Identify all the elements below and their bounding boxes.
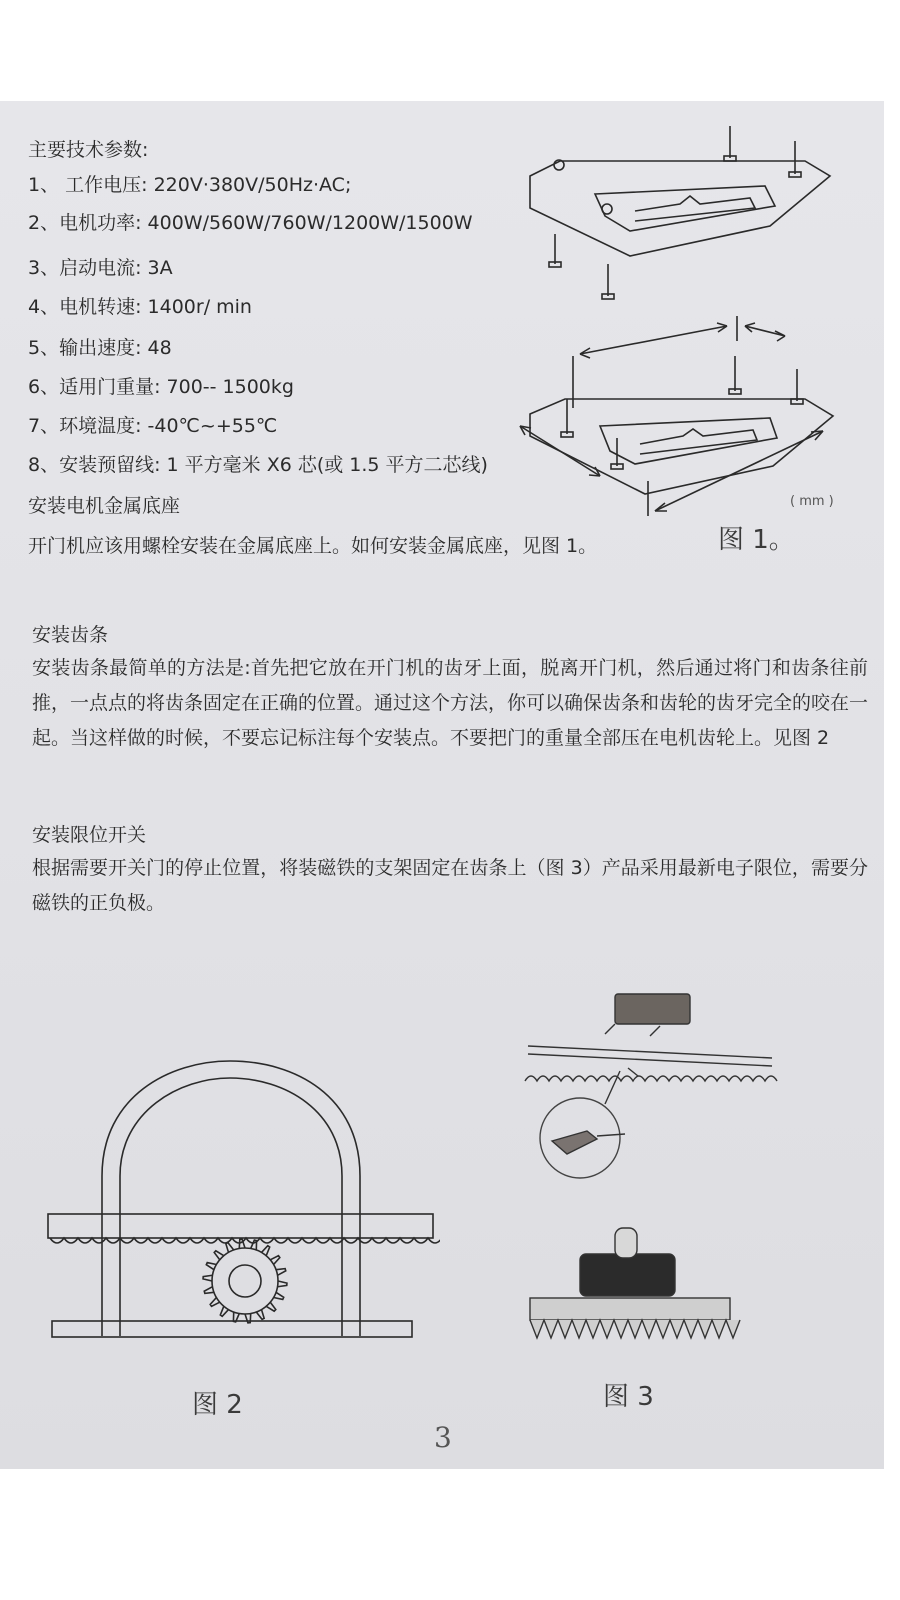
figure-2-caption: 图 2 bbox=[192, 1390, 243, 1420]
figure-2-gear-rack bbox=[40, 1056, 440, 1346]
spec-item: 1、 工作电压: 220V·380V/50Hz·AC; bbox=[28, 174, 352, 196]
limit-text: 根据需要开关门的停止位置，将装磁铁的支架固定在齿条上（图 3）产品采用最新电子限位，需要分磁铁的正负极。 bbox=[32, 857, 868, 914]
base-heading: 安装电机金属底座 bbox=[28, 495, 181, 517]
page-number: 3 bbox=[434, 1421, 452, 1454]
rack-heading: 安装齿条 bbox=[32, 624, 109, 646]
spec-item: 8、安装预留线: 1 平方毫米 X6 芯(或 1.5 平方二芯线) bbox=[28, 454, 488, 476]
base-text: 开门机应该用螺栓安装在金属底座上。如何安装金属底座，见图 1。 bbox=[28, 535, 598, 557]
spec-heading: 主要技术参数: bbox=[28, 139, 149, 161]
figure-3-limit-bracket bbox=[520, 986, 780, 1361]
figure-1-caption: 图 1。 bbox=[718, 525, 795, 555]
manual-page bbox=[0, 101, 884, 1469]
spec-item: 4、电机转速: 1400r/ min bbox=[28, 296, 252, 318]
figure-1-base-plate bbox=[505, 116, 850, 516]
figure-1-unit: ( mm ) bbox=[790, 494, 834, 509]
figure-3-caption: 图 3 bbox=[603, 1382, 654, 1412]
rack-text: 安装齿条最简单的方法是:首先把它放在开门机的齿牙上面，脱离开门机，然后通过将门和齿条往前推，一点点的将齿条固定在正确的位置。通过这个方法，你可以确保齿条和齿轮的齿牙完全的咬在一起。当这样做的时候，不要忘记标注每个安装点。不要把门的重量全部压在电机齿轮上。见图 2 bbox=[32, 657, 869, 749]
limit-heading: 安装限位开关 bbox=[32, 824, 147, 846]
spec-item: 7、环境温度: -40℃~+55℃ bbox=[28, 415, 278, 437]
spec-item: 5、输出速度: 48 bbox=[28, 337, 172, 359]
spec-item: 6、适用门重量: 700-- 1500kg bbox=[28, 376, 294, 398]
spec-item: 2、电机功率: 400W/560W/760W/1200W/1500W bbox=[28, 212, 473, 234]
spec-item: 3、启动电流: 3A bbox=[28, 257, 173, 279]
